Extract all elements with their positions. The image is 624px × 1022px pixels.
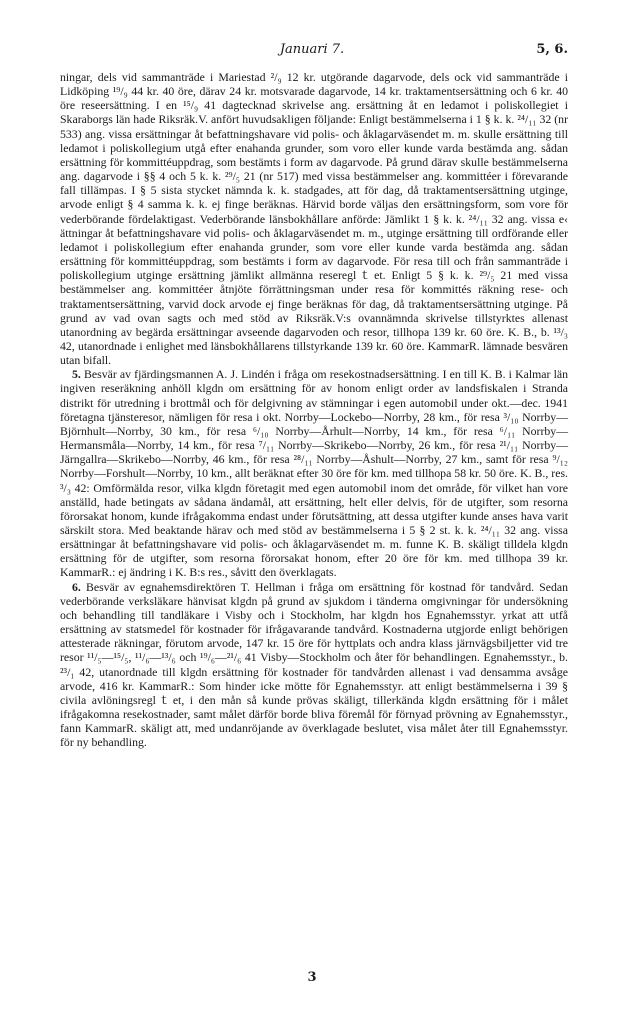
running-head-section-numbers: 5, 6.: [536, 42, 568, 57]
section-5: [60, 367, 568, 579]
section-number: 6.: [72, 579, 81, 594]
page-number: 3: [307, 970, 317, 985]
paragraph-text: ningar, dels vid sammanträde i Mariestad ²/₉ 12 kr. utgörande dagarvode, dels ock vid sammanträde i Lidköping ¹⁹/₉ 44 kr. 40 öre, därav 24 kr. motsvarade dagarvode, 14 kr. traktamentsersättning och 6 kr. 40 öre reseersättning. I en ¹⁵/₉ 41 dagtecknad skrivelse ang. ersättning åt en ledamot i poliskollegiet i Skaraborgs län hade Riksräk.V. anfört huvudsakligen följande: Enligt bestämmelserna i 1 § k. k. ²⁴/₁₁ 32 (nr 533) ang. vissa ersättningar åt befattningshavare vid polis- och åklagarväsendet m. m. skulle ersättning till ledamot i poliskollegium utgå efter enahanda grunder, som voro eller kunde varda bestämda ang. sådan ersättning för kommittéuppdrag, som bestämts i form av dagarvode. På grund därav skulle bestämmelserna ang. dagarvode i §§ 4 och 5 k. k. ²⁹/₅ 21 (nr 517) med vissa bestämmelser ang. kommittéer i förevarande fall tillämpas. I § 5 sista stycket nämnda k. k. stadgades, att för dag, då traktamentsersättning utginge, arvode enligt § 4 samma k. k. ej finge beräknas. Härvid borde väljas den ersättningsform, som vore för vederbörande fördelaktigast. Vederbörande länsbokhållare anförde: Jämlikt 1 § k. k. ²⁴/₁₁ 32 ang. vissa e‹ ättningar åt befattningshavare vid polis- och åklagarväsendet m. m., utginge ersättning till ordförande eller ledamot i poliskollegium efter enahanda grunder, som vore eller kunde varda bestämda ang. sådan ersättning för kommittéuppdrag, som bestämts i form av dagarvode. För resa till och från sammanträde i poliskollegium utginge ersättning jämlikt allmänna resereglｔet. Enligt 5 § k. k. ²⁹/₅ 21 med vissa bestämmelser ang. kommittéer åtnjöte förrättningsman under resa för kommittés räkning rese- och traktamentsersättning, varvid dock arvode ej finge beräknas för dag, då traktamentsersättning utginge. På grund av vad ovan sagts och med stöd av Riksräk.V:s ovannämnda skrivelse tillstyrktes allenast utanordning av begärda ersättningar avseende dagarvoden och resor, tillhopa 139 kr. 60 öre. K. B., b. ¹³/₃ 42, utanordnade i enlighet med länsbokhållarens tillstyrkande 139 kr. 60 öre. KammarR. lämnade besvären utan bifall.: [60, 70, 568, 368]
paragraph-text: Besvär av egnahemsdirektören T. Hellman i fråga om ersättning för kostnad för tandvård. Sedan vederbörande verksläkare hänvisat klgdn på grund av sjukdom i tänderna omgivningar för undersökning och behandling till tandläkare i Visby och i Stockholm, har klgdn hos Egnahemsstyr. yrkat att utfå ersättning av statsmedel för kostnader för ifrågavarande tandvård. Kostnaderna utgjorde enligt behörigen attesterade räkningar, förutom arvode, 147 kr. 15 öre för hyttplats och andra klass järnvägsbiljetter vid tre resor ¹¹/₅—¹⁵/₅, ¹¹/₆—¹³/₆ och ¹⁹/₆—²¹/₆ 41 Visby—Stockholm och åter för behandlingen. Egnahemsstyr., b. ²³/₁ 42, utanordnade till klgdn ersättning för kostnader för tandvården allenast i vad densamma avsåge arvode, 416 kr. KammarR.: Som hinder icke mötte för Egnahemsstyr. att enligt bestämmelserna i 39 § civila avlöningsreglｔet, i den mån så kunde prövas skäligt, tillerkända klgdn ersättning för i målet ifrågakomna resekostnader, samt målet därför borde bliva föremål för förnyad prövning av Egnahemsstyr., fann KammarR. skäligt att, med undanröjande av överklagade beslutet, visa målet åter till Egnahemsstyr. för ny behandling.: [60, 579, 568, 750]
section-number: 5.: [72, 367, 81, 382]
running-head-date: Januari 7.: [279, 42, 345, 57]
paragraph-text: Besvär av fjärdingsmannen A. J. Lindén i fråga om resekostnadsersättning. I en till K. B. i Kalmar län ingiven reseräkning anhöll klgdn om ersättning för av honom enligt order av landsfiskalen i Stranda distrikt för utredning i brottmål och för delgivning av stämningar i egen automobil under okt.—dec. 1941 företagna tjänsteresor, nämligen för resa i okt. Norrby—Lockebo—Norrby, 28 km., för resa ³/₁₀ Norrby—Björnhult—Norrby, 30 km., för resa ⁶/₁₀ Norrby—Århult—Norrby, 14 km., för resa ⁶/₁₁ Norrby—Hermansmåla—Norrby, 14 km., för resa ⁷/₁₁ Norrby—Skrikebo—Norrby, 26 km., för resa ²¹/₁₁ Norrby—Järngallra—Skrikebo—Norrby, 46 km., för resa ²⁸/₁₁ Norrby—Åshult—Norrby, 27 km., samt för resa ⁹/₁₂ Norrby—Forshult—Norrby, 10 km., allt beräknat efter 30 öre för km. med tillhopa 58 kr. 50 öre. K. B., res. ³/₃ 42: Omförmälda resor, vilka klgdn företagit med egen automobil inom det område, för vilket han vore anställd, hade betingats av sådana ändamål, att ersättning, helt eller delvis, för de utgifter, som resorna förorsakat honom, kunde ifrågakomma endast under förutsättning, att dessa utgifter kunde anses hava varit särskilt stora. Med beaktande härav och med stöd av bestämmelserna i 5 § 2 st. k. k. ²⁴/₁₁ 32 ang. vissa ersättningar åt befattningshavare vid polis- och åklagarväsendet m. m. funne K. B. skäligt tilldela klgdn ersättning för de utgifter, som resorna förorsakat honom, efter 20 öre för km. med tillhopa 39 kr. KammarR.: ej ändring i K. B:s res., såvitt den överklagats.: [60, 367, 568, 580]
section-6: [60, 580, 568, 750]
paragraph-continuation: [60, 70, 568, 367]
body-text: [60, 70, 568, 750]
